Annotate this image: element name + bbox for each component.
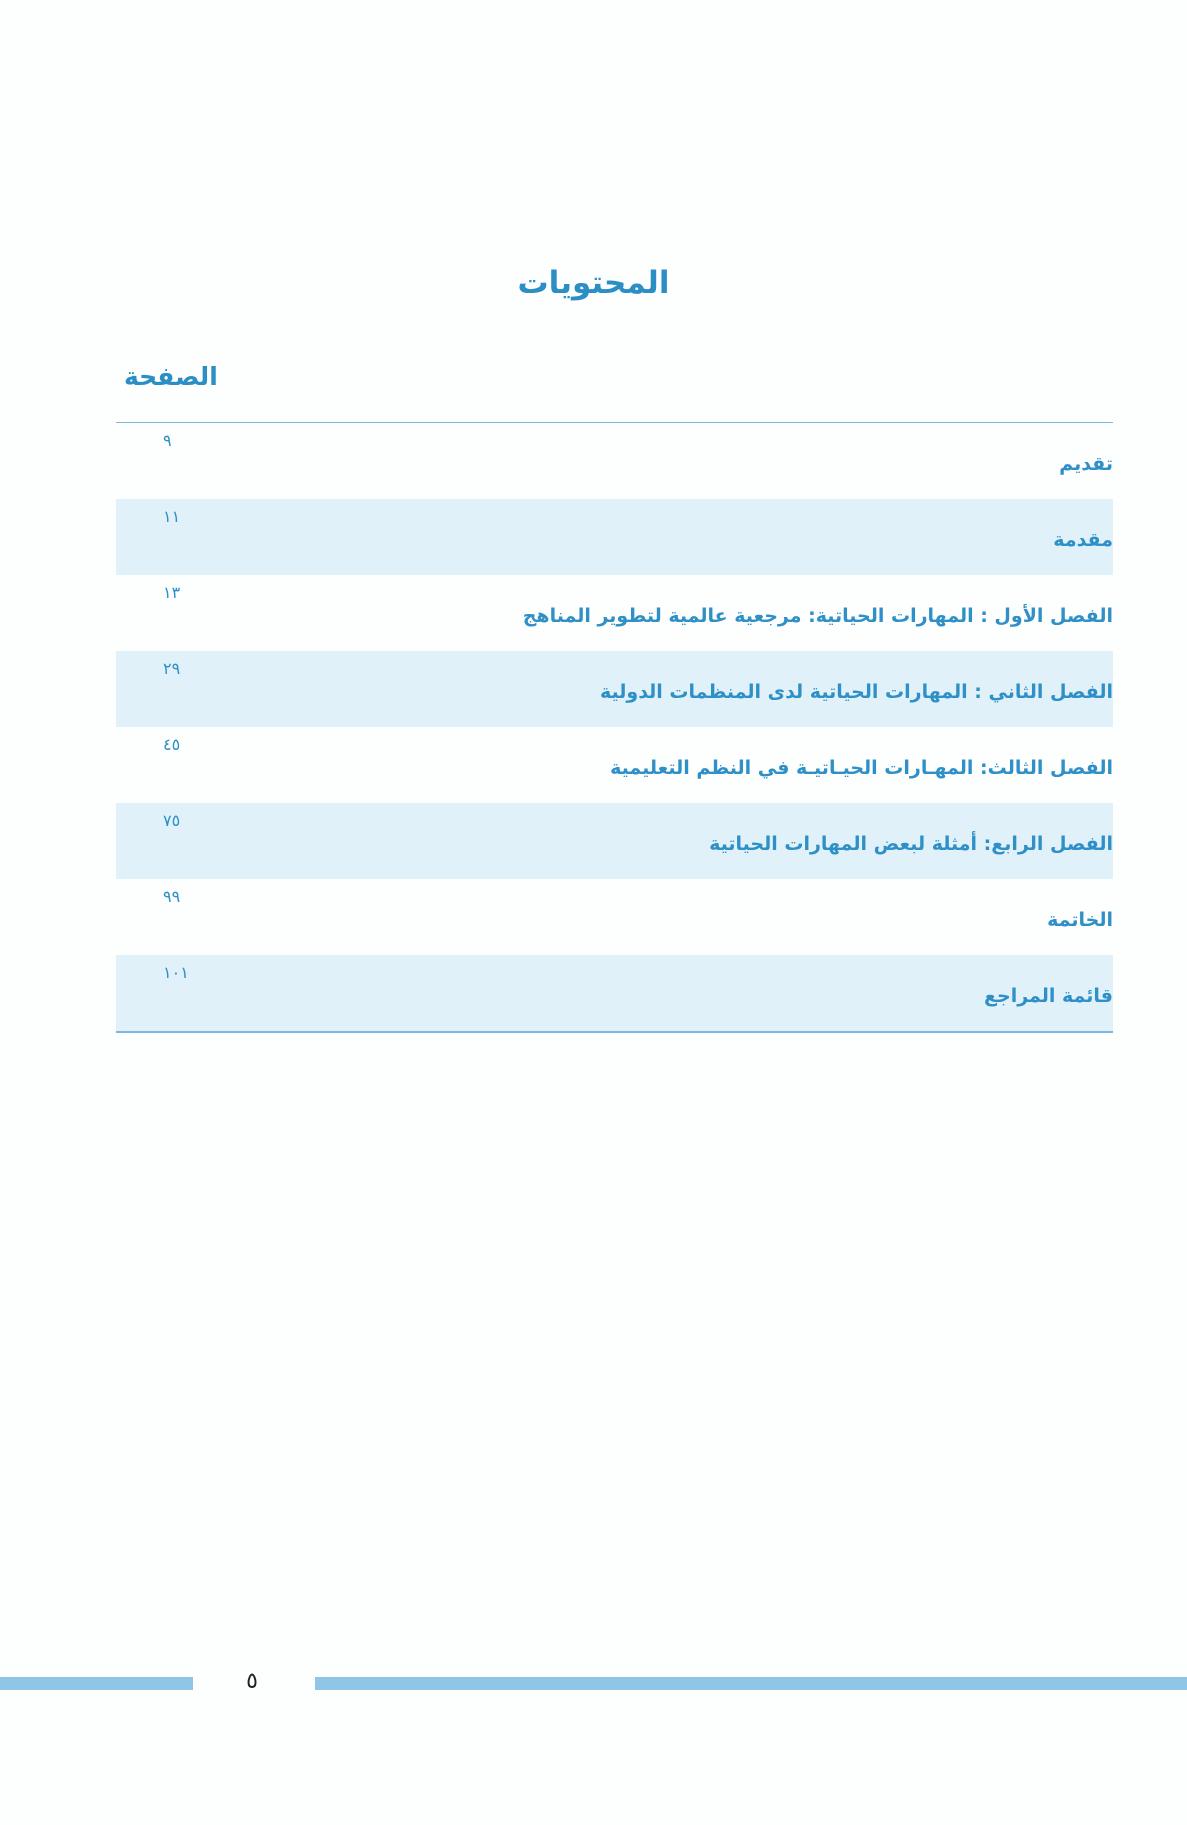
toc-entry-page: ١٣ [163, 583, 181, 602]
toc-row[interactable] [116, 727, 1113, 803]
toc-entry-title: الفصل الثالث: المهـارات الحيـاتيـة في النظم التعليمية [610, 757, 1113, 779]
toc-entry-page: ٤٥ [163, 735, 181, 754]
page-number: ٥ [246, 1669, 258, 1694]
toc-row[interactable] [116, 651, 1113, 727]
toc-entry-page: ٩ [163, 431, 172, 450]
toc-entry-page: ٢٩ [163, 659, 181, 678]
toc-title: المحتويات [517, 265, 670, 301]
toc-row[interactable] [116, 423, 1113, 499]
toc-row[interactable] [116, 499, 1113, 575]
toc-entry-title: الخاتمة [1047, 909, 1113, 931]
toc-entry-title: الفصل الثاني : المهارات الحياتية لدى المنظمات الدولية [599, 681, 1113, 703]
toc-row[interactable] [116, 955, 1113, 1031]
footer-bar-right [315, 1677, 1187, 1690]
toc-entry-page: ٧٥ [163, 811, 181, 830]
footer-bar-left [0, 1677, 193, 1690]
toc-row[interactable] [116, 879, 1113, 955]
toc-row[interactable] [116, 803, 1113, 879]
toc-table [116, 422, 1113, 1033]
toc-entry-title: الفصل الرابع: أمثلة لبعض المهارات الحياتية [709, 833, 1113, 855]
toc-entry-title: مقدمة [1053, 529, 1113, 551]
toc-entry-page: ١١ [163, 507, 181, 526]
toc-entry-page: ٩٩ [163, 887, 181, 906]
toc-entry-title: الفصل الأول : المهارات الحياتية: مرجعية عالمية لتطوير المناهج [522, 605, 1113, 627]
toc-entry-title: تقديم [1059, 453, 1113, 475]
toc-entry-title: قائمة المراجع [984, 985, 1113, 1007]
page-column-header: الصفحة [124, 362, 218, 391]
toc-entry-page: ١٠١ [163, 963, 189, 982]
toc-row[interactable] [116, 575, 1113, 651]
